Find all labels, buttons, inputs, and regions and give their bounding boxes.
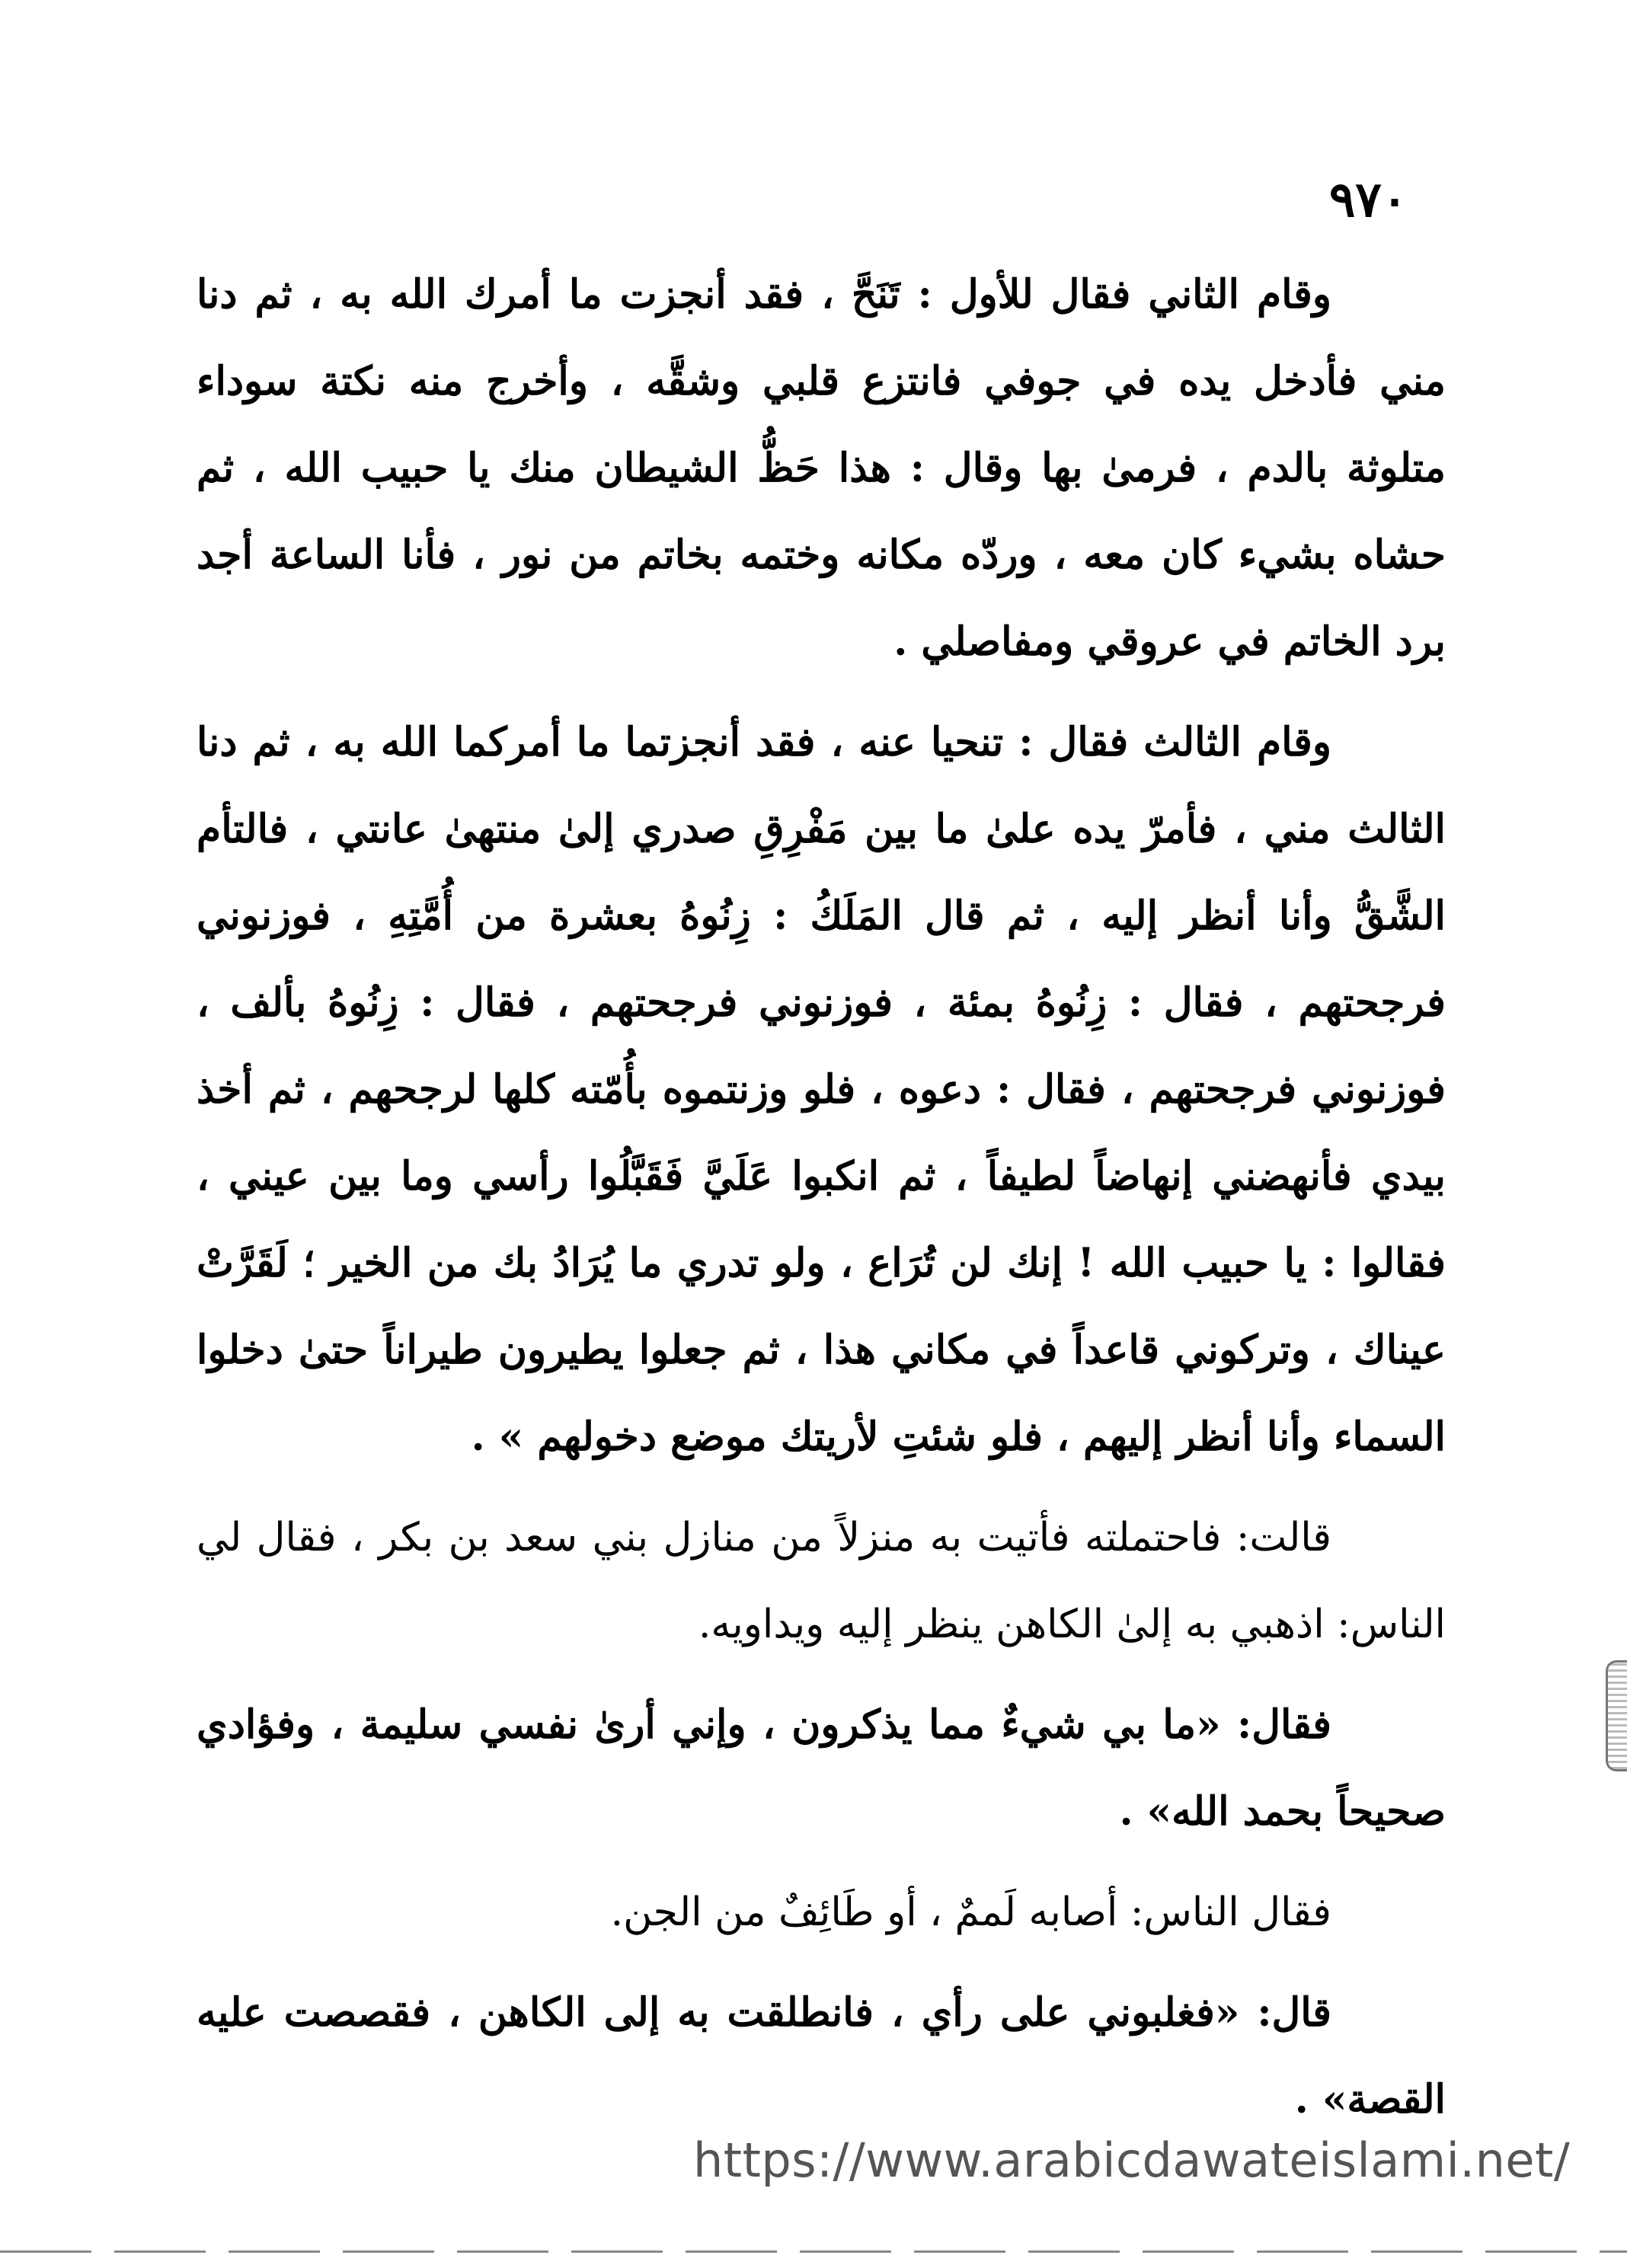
page-body (197, 251, 1446, 2157)
paragraph-third-angel: وقام الثالث فقال : تنحيا عنه ، فقد أنجزتما ما أمركما الله به ، ثم دنا الثالث مني ، فأمرّ يده علىٰ ما بين مَفْرِقِ صدري إلىٰ منتهىٰ عانتي ، فالتأم الشَّقُّ وأنا أنظر إليه ، ثم قال المَلَكُ : زِنُوهُ بعشرة من أُمَّتِهِ ، فوزنوني فرجحتهم ، فقال : زِنُوهُ بمئة ، فوزنوني فرجحتهم ، فقال : زِنُوهُ بألف ، فوزنوني فرجحتهم ، فقال : دعوه ، فلو وزنتموه بأُمّته كلها لرجحهم ، ثم أخذ بيدي فأنهضني إنهاضاً لطيفاً ، ثم انكبوا عَلَيَّ فَقَبَّلُوا رأسي وما بين عيني ، فقالوا : يا حبيب الله ! إنك لن تُرَاع ، ولو تدري ما يُرَادُ بك من الخير ؛ لَقَرَّتْ عيناك ، وتركوني قاعداً في مكاني هذا ، ثم جعلوا يطيرون طيراناً حتىٰ دخلوا السماء وأنا أنظر إليهم ، فلو شئتِ لأريتك موضع دخولهم » . (197, 719, 1446, 1460)
page-number: ٩٧٠ (1329, 171, 1408, 228)
bottom-scan-rule (0, 2250, 1627, 2253)
paragraph-kahin: قال: «فغلبوني على رأي ، فانطلقت به إلى الكاهن ، فقصصت عليه القصة» . (197, 1989, 1446, 2123)
paragraph-people-said: فقال الناس: أصابه لَممٌ ، أو طَائِفٌ من الجن. (610, 1889, 1331, 1935)
watermark-url: https://www.arabicdawateislami.net/ (693, 2132, 1571, 2188)
paragraph-second-angel: وقام الثاني فقال للأول : تَنَحَّ ، فقد أنجزت ما أمرك الله به ، ثم دنا مني فأدخل يده في جوفي فانتزع قلبي وشقَّه ، وأخرج منه نكتة سوداء متلوثة بالدم ، فرمىٰ بها وقال : هذا حَظُّ الشيطان منك يا حبيب الله ، ثم حشاه بشيء كان معه ، وردّه مكانه وختمه بخاتم من نور ، فأنا الساعة أجد برد الخاتم في عروقي ومفاصلي . (197, 271, 1446, 665)
page-edge-thumb-mark (1606, 1660, 1627, 1771)
paragraph-he-said: فقال: «ما بي شيءٌ مما يذكرون ، وإني أرىٰ نفسي سليمة ، وفؤادي صحيحاً بحمد الله» . (197, 1701, 1446, 1835)
paragraph-she-said: قالت: فاحتملته فأتيت به منزلاً من منازل بني سعد بن بكر ، فقال لي الناس: اذهبي به إلىٰ الكاهن ينظر إليه ويداويه. (197, 1515, 1446, 1647)
